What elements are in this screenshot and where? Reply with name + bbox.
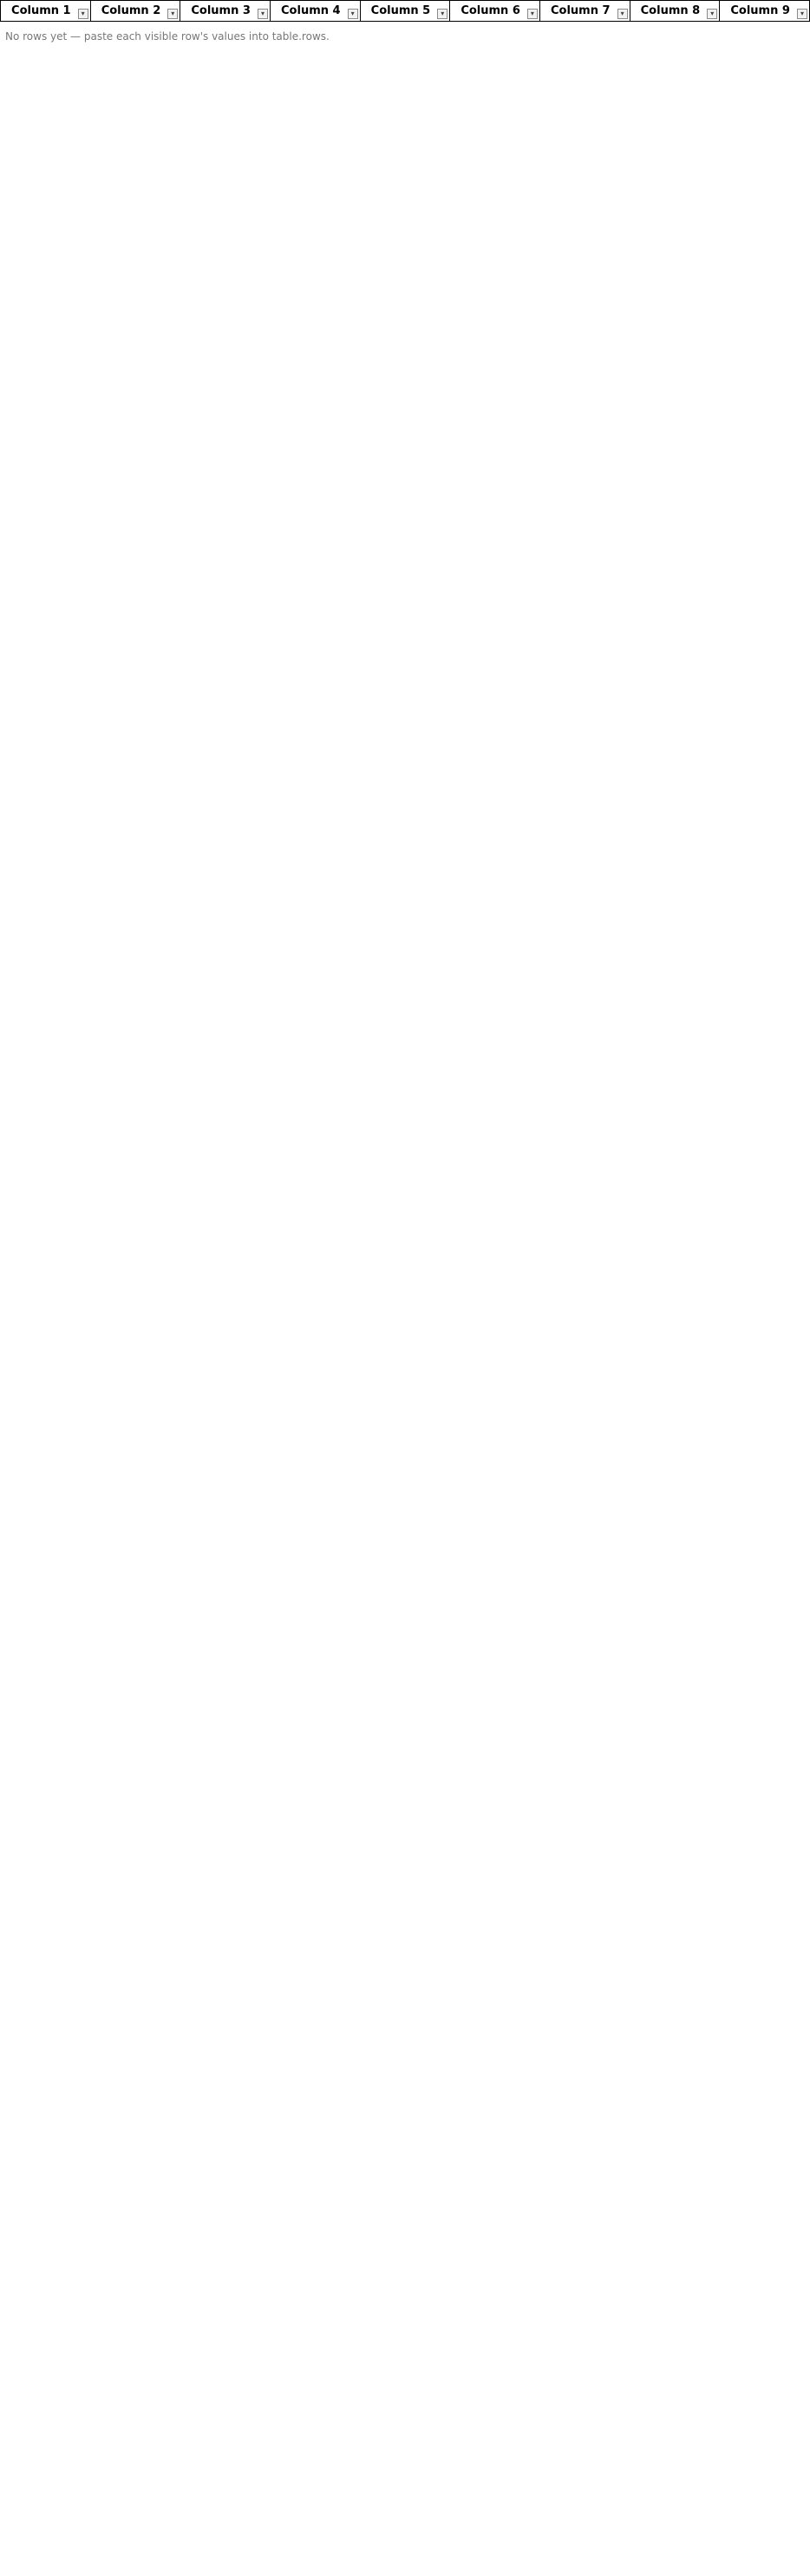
header-cell-5 bbox=[360, 1, 450, 22]
empty-table-note: No rows yet — paste each visible row's values into table.rows. bbox=[5, 30, 330, 43]
header-label-8: Column 8 bbox=[640, 4, 701, 17]
header-cell-8 bbox=[630, 1, 720, 22]
filter-dropdown-icon[interactable]: ▾ bbox=[167, 9, 178, 19]
header-cell-9 bbox=[720, 1, 810, 22]
header-label-1: Column 1 bbox=[11, 4, 71, 17]
filter-dropdown-icon[interactable]: ▾ bbox=[527, 9, 538, 19]
filter-dropdown-icon[interactable]: ▾ bbox=[258, 9, 268, 19]
header-cell-2 bbox=[90, 1, 180, 22]
header-label-9: Column 9 bbox=[730, 4, 790, 17]
table-header bbox=[1, 1, 810, 22]
header-cell-1 bbox=[1, 1, 91, 22]
header-label-5: Column 5 bbox=[370, 4, 431, 17]
header-label-4: Column 4 bbox=[281, 4, 341, 17]
filter-dropdown-icon[interactable]: ▾ bbox=[437, 9, 447, 19]
header-cell-7 bbox=[539, 1, 630, 22]
spreadsheet-sheet bbox=[0, 0, 810, 51]
header-cell-4 bbox=[270, 1, 360, 22]
header-row bbox=[1, 1, 810, 22]
filter-dropdown-icon[interactable]: ▾ bbox=[348, 9, 358, 19]
header-label-7: Column 7 bbox=[550, 4, 611, 17]
header-label-6: Column 6 bbox=[461, 4, 520, 17]
data-table bbox=[0, 0, 810, 22]
filter-dropdown-icon[interactable]: ▾ bbox=[797, 9, 807, 19]
filter-dropdown-icon[interactable]: ▾ bbox=[617, 9, 628, 19]
filter-dropdown-icon[interactable]: ▾ bbox=[707, 9, 717, 19]
header-cell-3 bbox=[180, 1, 271, 22]
header-label-3: Column 3 bbox=[191, 4, 251, 17]
header-cell-6 bbox=[450, 1, 540, 22]
header-label-2: Column 2 bbox=[101, 4, 161, 17]
filter-dropdown-icon[interactable]: ▾ bbox=[78, 9, 88, 19]
